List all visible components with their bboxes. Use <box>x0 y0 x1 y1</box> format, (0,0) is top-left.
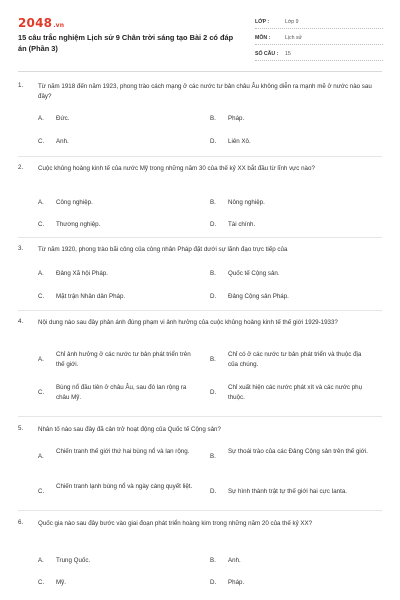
option-text: Chỉ có ở các nước tư bản phát triển và thuộc địa của chúng. <box>228 351 362 368</box>
option-text: Đức. <box>56 115 70 122</box>
option-text: Anh. <box>228 557 241 564</box>
option-text: Pháp. <box>228 579 245 586</box>
option-text: Nông nghiệp. <box>228 199 265 206</box>
option-b[interactable] <box>210 447 368 462</box>
question-separator <box>18 510 382 511</box>
option-text: Sự hình thành trật tự thế giới hai cực Ianta. <box>228 488 347 495</box>
question-text: Từ năm 1918 đến năm 1923, phong trào cách mạng ở các nước tư bản châu Âu không diễn ra mạnh mẽ ở nước nào sau đây? <box>38 83 372 100</box>
option-c[interactable] <box>38 578 196 588</box>
question-text: Nội dung nào sau đây phản ánh đúng phạm vi ảnh hưởng của cuộc khủng hoảng kinh tế thế giới 1929-1933? <box>38 319 338 326</box>
question-number: 4. <box>18 318 24 325</box>
option-c[interactable] <box>38 482 196 497</box>
option-text: Bùng nổ đầu tiên ở châu Âu, sau đó lan rộng ra châu Mỹ. <box>56 384 187 401</box>
option-text: Trung Quốc. <box>56 557 91 564</box>
option-text: Đảng Xã hội Pháp. <box>56 270 108 277</box>
option-letter: B. <box>210 270 216 277</box>
option-letter: C. <box>38 293 45 300</box>
option-letter: D. <box>210 389 217 396</box>
option-text: Mặt trận Nhân dân Pháp. <box>56 293 126 300</box>
option-letter: B. <box>210 115 216 122</box>
option-d[interactable] <box>210 578 368 588</box>
option-c[interactable] <box>38 383 196 403</box>
header-divider <box>18 71 382 72</box>
option-letter: B. <box>210 199 216 206</box>
option-letter: C. <box>38 389 45 396</box>
meta-value: 15 <box>285 51 291 57</box>
question-text: Nhân tố nào sau đây đã cản trở hoạt động của Quốc tế Cộng sản? <box>38 426 221 433</box>
option-text: Mỹ. <box>56 579 66 586</box>
option-a[interactable] <box>38 198 196 208</box>
option-letter: A. <box>38 557 44 564</box>
option-text: Liên Xô. <box>228 138 251 145</box>
option-text: Sự thoái trào của các Đảng Cộng sản trên thế giới. <box>228 448 368 455</box>
option-d[interactable] <box>210 220 368 230</box>
option-letter: A. <box>38 270 44 277</box>
option-text: Chiến tranh thế giới thứ hai bùng nổ và lan rộng. <box>56 448 190 455</box>
option-text: Chỉ ảnh hưởng ở các nước tư bản phát triển trên thế giới. <box>56 351 191 368</box>
option-text: Quốc tế Cộng sản. <box>228 270 280 277</box>
option-text: Thương nghiệp. <box>56 221 101 228</box>
option-letter: A. <box>38 453 44 460</box>
meta-value: Lịch sử <box>285 35 303 41</box>
meta-row-class <box>255 16 383 29</box>
option-text: Chỉ xuất hiện các nước phát xít và các nước phụ thuộc. <box>228 384 363 401</box>
option-letter: D. <box>210 293 217 300</box>
meta-label: LỚP : <box>255 19 270 25</box>
option-letter: A. <box>38 115 44 122</box>
question-text: Cuộc khủng hoảng kinh tế của nước Mỹ trong những năm 30 của thế kỷ XX bắt đầu từ lĩnh vực nào? <box>38 165 315 172</box>
question-separator <box>18 237 382 238</box>
option-letter: C. <box>38 221 45 228</box>
meta-label: MÔN : <box>255 35 271 41</box>
option-a[interactable] <box>38 556 196 566</box>
option-letter: D. <box>210 579 217 586</box>
meta-label: SỐ CÂU : <box>255 51 279 57</box>
logo-tld: .vn <box>53 22 65 29</box>
option-b[interactable] <box>210 556 368 566</box>
option-text: Công nghiệp. <box>56 199 93 206</box>
option-text: Pháp. <box>228 115 245 122</box>
option-letter: B. <box>210 356 216 363</box>
option-b[interactable] <box>210 269 368 279</box>
option-d[interactable] <box>210 383 368 403</box>
option-text: Anh. <box>56 138 69 145</box>
option-c[interactable] <box>38 137 196 147</box>
question-number: 3. <box>18 245 24 252</box>
question-separator <box>18 310 382 311</box>
option-text: Đảng Cộng sản Pháp. <box>228 293 289 300</box>
logo-text: 2048 <box>18 16 53 30</box>
option-letter: B. <box>210 453 216 460</box>
meta-row-subject <box>255 32 383 45</box>
option-d[interactable] <box>210 137 368 147</box>
meta-value: Lớp 9 <box>285 19 299 25</box>
option-b[interactable] <box>210 114 368 124</box>
question-number: 6. <box>18 519 24 526</box>
option-c[interactable] <box>38 220 196 230</box>
option-letter: D. <box>210 488 217 495</box>
option-a[interactable] <box>38 447 196 462</box>
question-text: Từ năm 1920, phong trào bãi công của công nhân Pháp đặt dưới sự lãnh đạo trực tiếp của <box>38 246 288 253</box>
option-letter: A. <box>38 356 44 363</box>
option-letter: B. <box>210 557 216 564</box>
option-a[interactable] <box>38 114 196 124</box>
option-a[interactable] <box>38 350 196 370</box>
question-text: Quốc gia nào sau đây bước vào giai đoạn phát triển hoàng kim trong những năm 20 của thế kỷ XX? <box>38 520 313 527</box>
meta-row-count <box>255 48 383 61</box>
option-c[interactable] <box>38 292 196 302</box>
option-letter: D. <box>210 138 217 145</box>
page-title: 15 câu trắc nghiệm Lịch sử 9 Chân trời sáng tạo Bài 2 có đáp án (Phần 3) <box>18 33 234 53</box>
option-letter: C. <box>38 488 45 495</box>
option-letter: D. <box>210 221 217 228</box>
option-d[interactable] <box>210 292 368 302</box>
option-b[interactable] <box>210 350 368 370</box>
question-number: 5. <box>18 425 24 432</box>
option-a[interactable] <box>38 269 196 279</box>
option-letter: A. <box>38 199 44 206</box>
option-letter: C. <box>38 138 45 145</box>
option-text: Chiến tranh lạnh bùng nổ và ngày càng quyết liệt. <box>56 483 193 490</box>
meta-panel <box>255 16 383 64</box>
site-logo[interactable] <box>18 16 64 30</box>
option-b[interactable] <box>210 198 368 208</box>
question-separator <box>18 416 382 417</box>
question-number: 2. <box>18 164 24 171</box>
option-letter: C. <box>38 579 45 586</box>
question-number: 1. <box>18 82 24 89</box>
question-separator <box>18 156 382 157</box>
option-d[interactable] <box>210 487 398 497</box>
option-text: Tài chính. <box>228 221 256 228</box>
